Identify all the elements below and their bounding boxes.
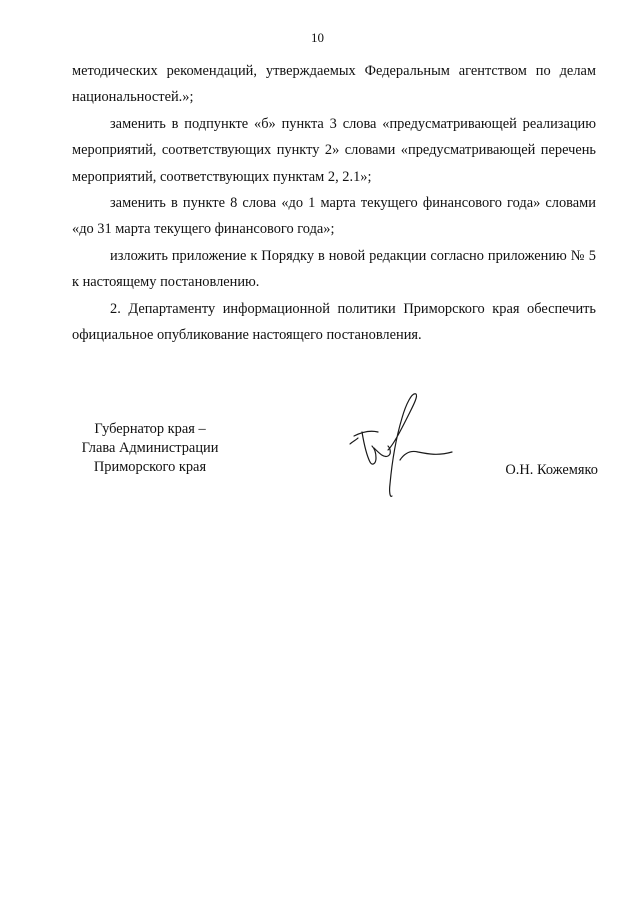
signature-icon (340, 388, 455, 503)
paragraph-appendix: изложить приложение к Порядку в новой редакции согласно приложению № 5 к настоящему постановлению. (72, 247, 596, 291)
signer-name: О.Н. Кожемяко (505, 462, 598, 478)
position-line-2: Глава Администрации (81, 440, 219, 456)
paragraph-continuation: методических рекомендаций, утверждаемых Федеральным агентством по делам национальностей.»; (72, 63, 596, 106)
position-line-1: Губернатор края – (94, 421, 206, 437)
paragraph-publication: 2. Департаменту информационной политики Приморского края обеспечить официальное опубликование настоящего постановления. (72, 300, 596, 344)
signatory-position (60, 420, 240, 477)
document-body (72, 58, 596, 348)
paragraph-amend-subpoint-b: заменить в подпункте «б» пункта 3 слова «предусматривающей реализацию мероприятий, соответствующих пункту 2» словами «предусматривающей перечень мероприятий, соответствующих пунктам 2, 2.1»; (72, 115, 596, 185)
position-line-3: Приморского края (93, 459, 207, 475)
paragraph-amend-point-8: заменить в пункте 8 слова «до 1 марта текущего финансового года» словами «до 31 марта текущего финансового года»; (72, 195, 596, 238)
page-number: 10 (311, 30, 324, 45)
